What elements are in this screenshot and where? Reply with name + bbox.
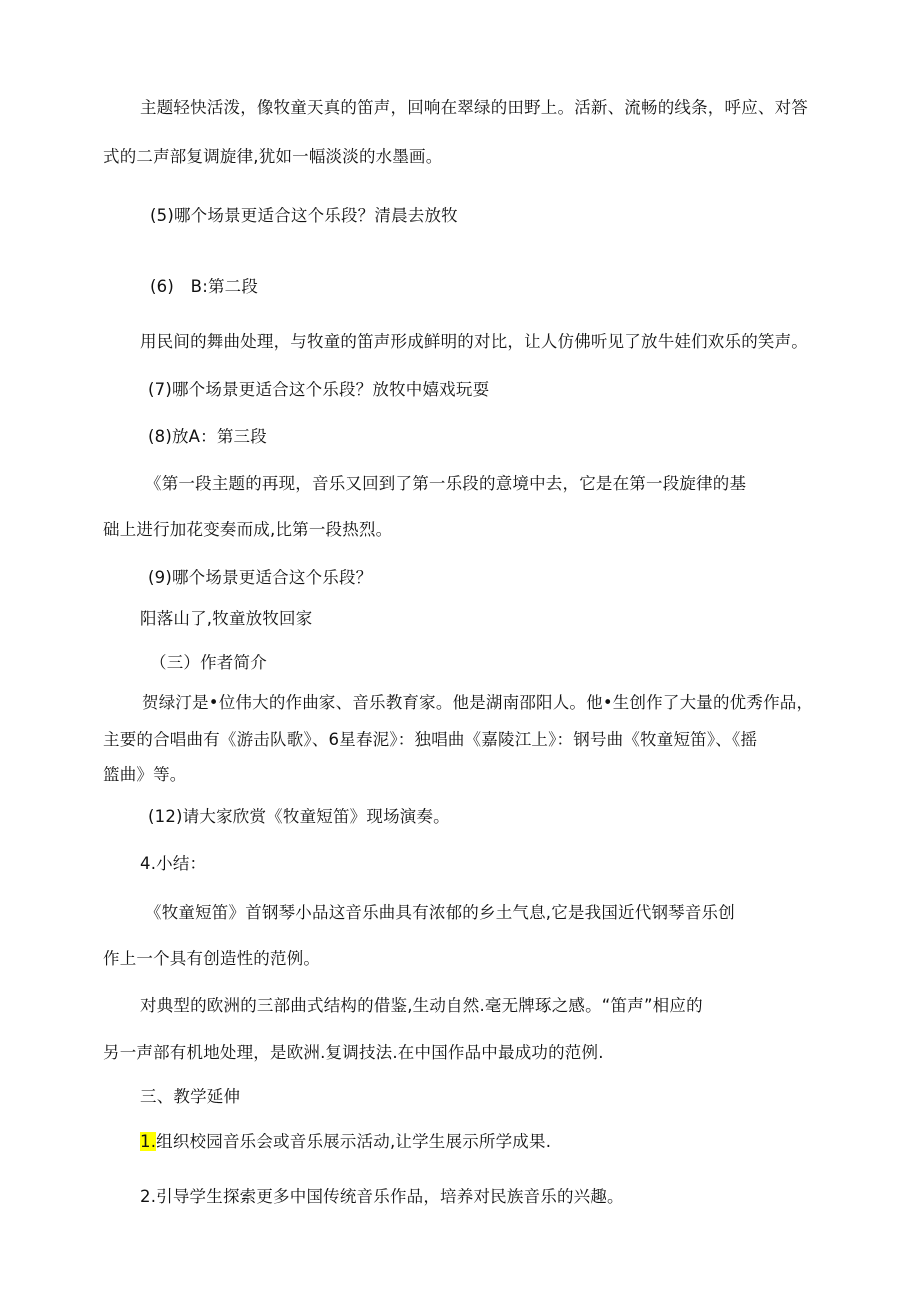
paragraph-author-line-2: 主要的合唱曲有《游击队歌》、6星春泥》：独唱曲《嘉陵江上》：钢号曲《牧童短笛》、《摇 <box>103 730 758 749</box>
paragraph-theme-line-2: 式的二声部复调旋律,犹如一幅淡淡的水墨画。 <box>103 147 443 166</box>
extension-item-1 <box>140 1131 551 1153</box>
extension-item-2: 2.引导学生探索更多中国传统音乐作品，培养对民族音乐的兴趣。 <box>140 1187 624 1206</box>
paragraph-structure-line-1: 对典型的欧洲的三部曲式结构的借鉴,生动自然.毫无牌琢之感。“笛声”相应的 <box>140 996 703 1015</box>
extension-item-1-number: 1. <box>140 1132 157 1151</box>
paragraph-summary-line-2: 作上一个具有创造性的范例。 <box>103 949 321 968</box>
question-9: (9)哪个场景更适合这个乐段？ <box>148 568 373 587</box>
paragraph-sunset: 阳落山了,牧童放牧回家 <box>140 609 313 628</box>
paragraph-summary-line-1: 《牧童短笛》首钢琴小品这音乐曲具有浓郁的乡土气息,它是我国近代钢琴音乐创 <box>145 903 735 922</box>
paragraph-author-line-1: 贺绿汀是•位伟大的作曲家、音乐教育家。他是湖南邵阳人。他•生创作了大量的优秀作品， <box>142 693 814 712</box>
paragraph-author-line-3: 篮曲》等。 <box>103 765 187 784</box>
question-5: (5)哪个场景更适合这个乐段？清晨去放牧 <box>150 206 458 225</box>
paragraph-theme-line-1: 主题轻快活泼，像牧童天真的笛声，回响在翠绿的田野上。活新、流畅的线条，呼应、对答 <box>140 98 808 117</box>
paragraph-reprise-line-1: 《第一段主题的再现，音乐又回到了第一乐段的意境中去，它是在第一段旋律的基 <box>145 474 747 493</box>
question-8: (8)放A：第三段 <box>148 427 267 446</box>
extension-item-1-text: 组织校园音乐会或音乐展示活动,让学生展示所学成果. <box>156 1132 552 1151</box>
section-extension-heading: 三、教学延伸 <box>140 1087 241 1106</box>
paragraph-dance: 用民间的舞曲处理，与牧童的笛声形成鲜明的对比，让人仿佛听见了放牛娃们欢乐的笑声。 <box>140 332 808 351</box>
question-6: (6) B:第二段 <box>150 277 259 296</box>
question-7: (7)哪个场景更适合这个乐段？放牧中嬉戏玩耍 <box>148 380 490 399</box>
paragraph-structure-line-2: 另一声部有机地处理，是欧洲.复调技法.在中国作品中最成功的范例. <box>103 1043 604 1062</box>
question-12: (12)请大家欣赏《牧童短笛》现场演奏。 <box>148 807 450 826</box>
section-author-heading: （三）作者简介 <box>150 653 267 672</box>
summary-heading: 4.小结： <box>140 854 207 873</box>
paragraph-reprise-line-2: 础上进行加花变奏而成,比第一段热烈。 <box>103 520 393 539</box>
